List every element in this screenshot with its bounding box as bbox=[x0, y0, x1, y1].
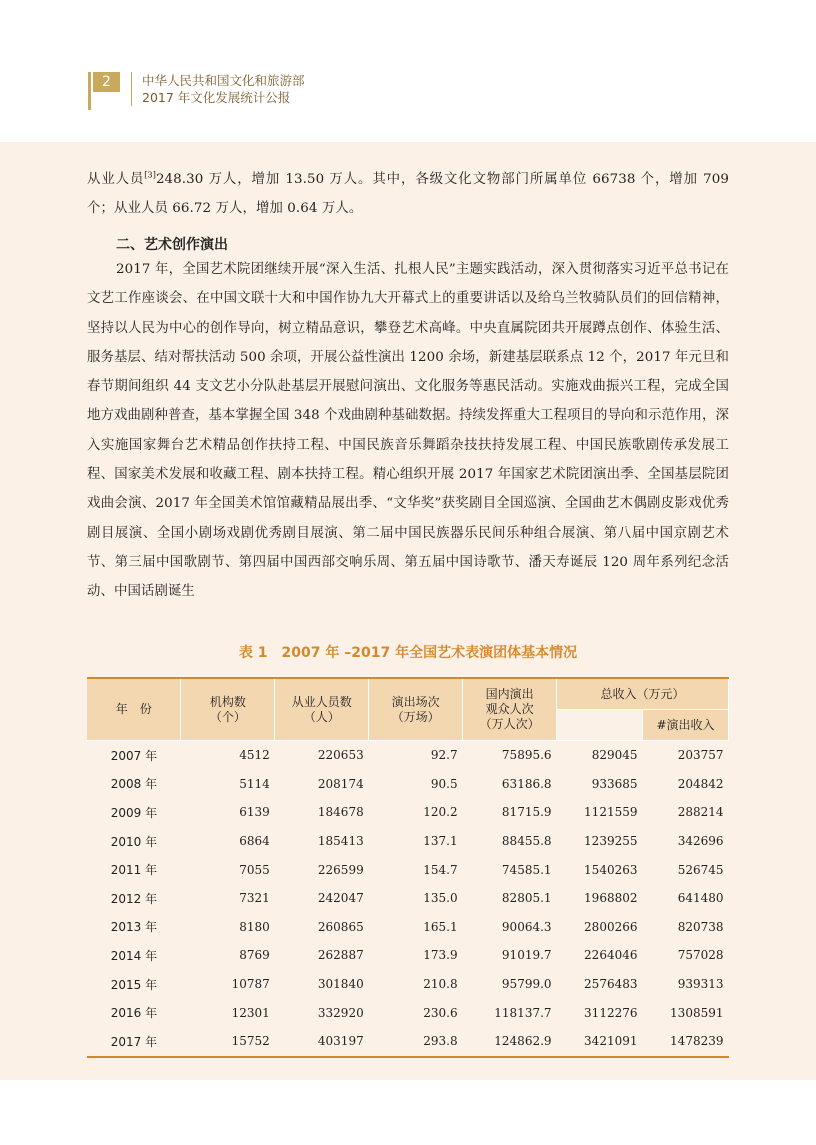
cell-audience: 118137.7 bbox=[494, 1005, 552, 1020]
cell-performances: 173.9 bbox=[423, 948, 458, 963]
cell-perf-income: 757028 bbox=[677, 948, 724, 963]
cell-year: 2017 年 bbox=[87, 1027, 181, 1057]
page-header bbox=[0, 0, 816, 142]
paragraph-2: 2017 年，全国艺术院团继续开展“深入生活、扎根人民”主题实践活动，深入贯彻落实习近平总书记在文艺工作座谈会、在中国文联十大和中国作协九大开幕式上的重要讲话以及给乌兰牧骑队员们的回信精神，坚持以人民为中心的创作导向，树立精品意识，攀登艺术高峰。中央直属院团共开展蹲点创作、体验生活、服务基层、结对帮扶活动 500 余项，开展公益性演出 1200 余场，新建基层联系点 12 个，2017 年元旦和春节期间组织 44 支文艺小分队赴基层开展慰问演出、文化服务等惠民活动。实施戏曲振兴工程，完成全国地方戏曲剧种普查，基本掌握全国 348 个戏曲剧种基础数据。持续发挥重大工程项目的导向和示范作用，深入实施国家舞台艺术精品创作扶持工程、中国民族音乐舞蹈杂技扶持发展工程、中国民族歌剧传承发展工程、国家美术发展和收藏工程、剧本扶持工程。精心组织开展 2017 年国家艺术院团演出季、全国基层院团戏曲会演、2017 年全国美术馆馆藏精品展出季、“文华奖”获奖剧目全国巡演、全国曲艺木偶剧皮影戏优秀剧目展演、全国小剧场戏剧优秀剧目展演、第二届中国民族器乐民间乐种组合展演、第八届中国京剧艺术节、第三届中国歌剧节、第四届中国西部交响乐周、第五届中国诗歌节、潘天寿诞辰 120 周年系列纪念活动、中国话剧诞生 bbox=[87, 262, 729, 600]
header-org: 中华人民共和国文化和旅游部 bbox=[142, 73, 305, 88]
header-performances bbox=[369, 678, 463, 741]
paragraph-1-rest: 248.30 万人，增加 13.50 万人。其中，各级文化文物部门所属单位 66738 个，增加 709 个；从业人员 66.72 万人，增加 0.64 万人。 bbox=[87, 172, 729, 217]
table-row bbox=[87, 998, 729, 1027]
cell-perf-income: 641480 bbox=[677, 891, 724, 906]
cell-perf-income: 342696 bbox=[677, 834, 724, 849]
header-audience-label-1: 国内演出 bbox=[485, 687, 534, 701]
cell-income: 2800266 bbox=[584, 919, 638, 934]
table-row bbox=[87, 970, 729, 999]
cell-audience: 95799.0 bbox=[501, 977, 552, 992]
cell-institutions: 8769 bbox=[239, 948, 270, 963]
cell-performances: 120.2 bbox=[423, 805, 458, 820]
cell-income: 2264046 bbox=[584, 948, 638, 963]
header-institutions-unit: （个） bbox=[209, 709, 246, 724]
cell-audience: 91019.7 bbox=[501, 948, 552, 963]
cell-year: 2013 年 bbox=[110, 920, 158, 935]
cell-perf-income: 204842 bbox=[677, 776, 724, 791]
header-audience bbox=[463, 678, 557, 741]
cell-staff: 208174 bbox=[317, 776, 364, 791]
cell-perf-income: 526745 bbox=[677, 862, 724, 877]
section-heading: 二、艺术创作演出 bbox=[116, 237, 228, 253]
cell-income: 1121559 bbox=[584, 805, 638, 820]
header-divider bbox=[131, 72, 132, 106]
header-income: 总收入（万元） bbox=[557, 678, 729, 710]
cell-staff: 220653 bbox=[317, 748, 364, 763]
cell-performances: 165.1 bbox=[423, 919, 458, 934]
cell-performances: 210.8 bbox=[423, 977, 458, 992]
cell-perf-income: 288214 bbox=[677, 805, 724, 820]
cell-institutions: 15752 bbox=[181, 1027, 275, 1057]
cell-income: 1968802 bbox=[584, 891, 638, 906]
cell-institutions: 5114 bbox=[239, 776, 270, 791]
cell-performances: 137.1 bbox=[423, 834, 458, 849]
table-row bbox=[87, 941, 729, 970]
cell-income: 3421091 bbox=[557, 1027, 643, 1057]
paragraph-1-start: 从业人员 bbox=[87, 172, 145, 187]
cell-institutions: 6139 bbox=[239, 805, 270, 820]
cell-staff: 262887 bbox=[317, 948, 364, 963]
table-row bbox=[87, 741, 729, 770]
cell-performances: 230.6 bbox=[423, 1005, 458, 1020]
cell-audience: 90064.3 bbox=[501, 919, 552, 934]
cell-year: 2009 年 bbox=[110, 805, 158, 820]
footnote-ref[interactable]: [3] bbox=[144, 170, 156, 180]
header-staff-label: 从业人员数 bbox=[291, 694, 352, 709]
table-row bbox=[87, 1027, 729, 1057]
header-audience-label-2: 观众人次 bbox=[485, 702, 534, 716]
table-row bbox=[87, 913, 729, 942]
cell-income: 2576483 bbox=[584, 977, 638, 992]
cell-audience: 81715.9 bbox=[501, 805, 552, 820]
cell-performances: 90.5 bbox=[430, 776, 458, 791]
cell-income: 1540263 bbox=[584, 862, 638, 877]
cell-institutions: 8180 bbox=[239, 919, 270, 934]
table-row bbox=[87, 798, 729, 827]
header-staff-unit: （人） bbox=[303, 709, 340, 724]
cell-staff: 332920 bbox=[317, 1005, 364, 1020]
cell-staff: 226599 bbox=[317, 862, 364, 877]
cell-institutions: 6864 bbox=[239, 834, 270, 849]
cell-year: 2014 年 bbox=[110, 948, 158, 963]
cell-audience: 124862.9 bbox=[463, 1027, 557, 1057]
cell-performances: 293.8 bbox=[369, 1027, 463, 1057]
cell-audience: 74585.1 bbox=[501, 862, 552, 877]
cell-institutions: 7055 bbox=[239, 862, 270, 877]
arts-troupes-table bbox=[87, 677, 729, 1058]
cell-staff: 403197 bbox=[275, 1027, 369, 1057]
cell-performances: 154.7 bbox=[423, 862, 458, 877]
cell-staff: 301840 bbox=[317, 977, 364, 992]
cell-year: 2011 年 bbox=[110, 863, 158, 878]
cell-staff: 185413 bbox=[317, 834, 364, 849]
cell-perf-income: 1308591 bbox=[670, 1005, 724, 1020]
cell-institutions: 12301 bbox=[231, 1005, 270, 1020]
table-row bbox=[87, 770, 729, 799]
table-row bbox=[87, 884, 729, 913]
cell-income: 1239255 bbox=[584, 834, 638, 849]
cell-year: 2015 年 bbox=[110, 977, 158, 992]
cell-year: 2007 年 bbox=[110, 748, 158, 763]
cell-year: 2008 年 bbox=[110, 777, 158, 792]
cell-audience: 82805.1 bbox=[501, 891, 552, 906]
header-perf-income: #演出收入 bbox=[643, 710, 729, 741]
cell-audience: 63186.8 bbox=[501, 776, 552, 791]
cell-institutions: 4512 bbox=[239, 748, 270, 763]
header-title bbox=[142, 72, 305, 106]
header-staff bbox=[275, 678, 369, 741]
cell-income: 829045 bbox=[591, 748, 638, 763]
cell-staff: 184678 bbox=[317, 805, 364, 820]
table-row bbox=[87, 827, 729, 856]
header-report: 2017 年文化发展统计公报 bbox=[142, 90, 291, 105]
table-caption: 表 1 2007 年 –2017 年全国艺术表演团体基本情况 bbox=[238, 645, 578, 661]
page-content bbox=[0, 142, 816, 1080]
cell-year: 2016 年 bbox=[110, 1006, 158, 1021]
cell-performances: 92.7 bbox=[430, 748, 458, 763]
cell-staff: 242047 bbox=[317, 891, 364, 906]
cell-perf-income: 203757 bbox=[677, 748, 724, 763]
header-performances-label: 演出场次 bbox=[391, 694, 440, 709]
cell-year: 2010 年 bbox=[110, 834, 158, 849]
header-institutions bbox=[181, 678, 275, 741]
page-footer bbox=[0, 1080, 816, 1145]
cell-income: 3112276 bbox=[584, 1005, 638, 1020]
header-performances-unit: （万场） bbox=[391, 709, 440, 724]
cell-staff: 260865 bbox=[317, 919, 364, 934]
paragraph-1 bbox=[87, 165, 729, 224]
cell-income: 933685 bbox=[591, 776, 638, 791]
table-row bbox=[87, 855, 729, 884]
header-year: 年 份 bbox=[87, 678, 181, 741]
cell-institutions: 10787 bbox=[231, 977, 270, 992]
cell-perf-income: 1478239 bbox=[643, 1027, 729, 1057]
cell-perf-income: 939313 bbox=[677, 977, 724, 992]
cell-perf-income: 820738 bbox=[677, 919, 724, 934]
page-number: 2 bbox=[93, 72, 120, 92]
page-number-accent bbox=[88, 72, 91, 110]
cell-audience: 75895.6 bbox=[501, 748, 552, 763]
cell-performances: 135.0 bbox=[423, 891, 458, 906]
header-audience-unit: （万人次） bbox=[479, 717, 540, 731]
header-income-blank bbox=[557, 710, 643, 741]
cell-institutions: 7321 bbox=[239, 891, 270, 906]
header-institutions-label: 机构数 bbox=[209, 694, 246, 709]
table-body bbox=[87, 741, 729, 1057]
cell-year: 2012 年 bbox=[110, 891, 158, 906]
cell-audience: 88455.8 bbox=[501, 834, 552, 849]
